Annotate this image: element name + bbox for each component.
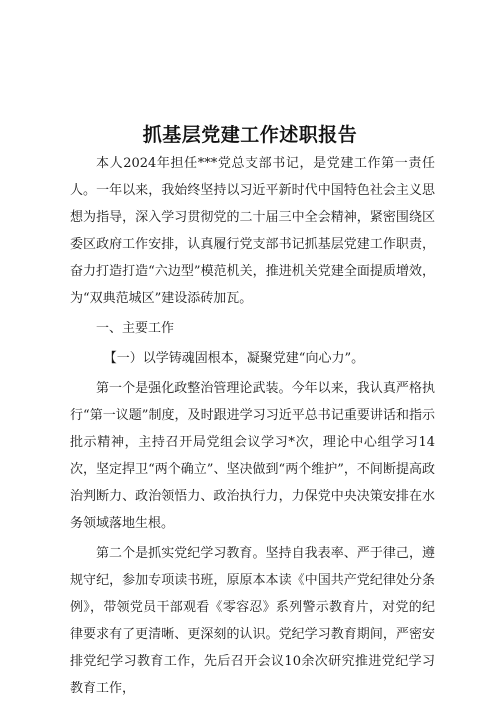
subsection-heading: 【一）以学铸魂固根本，凝聚党建“向心力”。 xyxy=(103,351,365,366)
document-body xyxy=(70,150,435,702)
body-paragraph: 第一个是强化政整治管理论武装。今年以来，我认真严格执行“第一议题”制度，及时跟进学习习近平总书记重要讲话和指示批示精神，主持召开局党组会议学习*次，理论中心组学习14次，坚定捍卫“两个确立”、坚决做到“两个维护”，不间断提高政治判断力、政治领悟力、政治执行力，力保党中央决策安排在水务领域落地生根。 xyxy=(70,381,435,531)
intro-paragraph: 本人2024年担任***党总支部书记，是党建工作第一责任人。一年以来，我始终坚持以习近平新时代中国特色社会主义思想为指导，深入学习贯彻党的二十届三中全会精神，紧密围绕区委区政府工作安排，认真履行党支部书记抓基层党建工作职责，奋力打造打造“六边型”模范机关，推进机关党建全面提质增效，为“双典范城区”建设添砖加瓦。 xyxy=(70,156,435,306)
section-heading: 一、主要工作 xyxy=(96,321,175,336)
document-title: 抓基层党建工作述职报告 xyxy=(142,124,358,146)
body-paragraph: 第二个是抓实党纪学习教育。坚持自我表率、严于律己，遵规守纪，参加专项读书班，原原本本读《中国共产党纪律处分条例》，带领党员干部观看《零容忍》系列警示教育片，对党的纪律要求有了更清晰、更深刻的认识。党纪学习教育期间，严密安排党纪学习教育工作，先后召开会议10余次研究推进党纪学习教育工作， xyxy=(70,546,435,696)
